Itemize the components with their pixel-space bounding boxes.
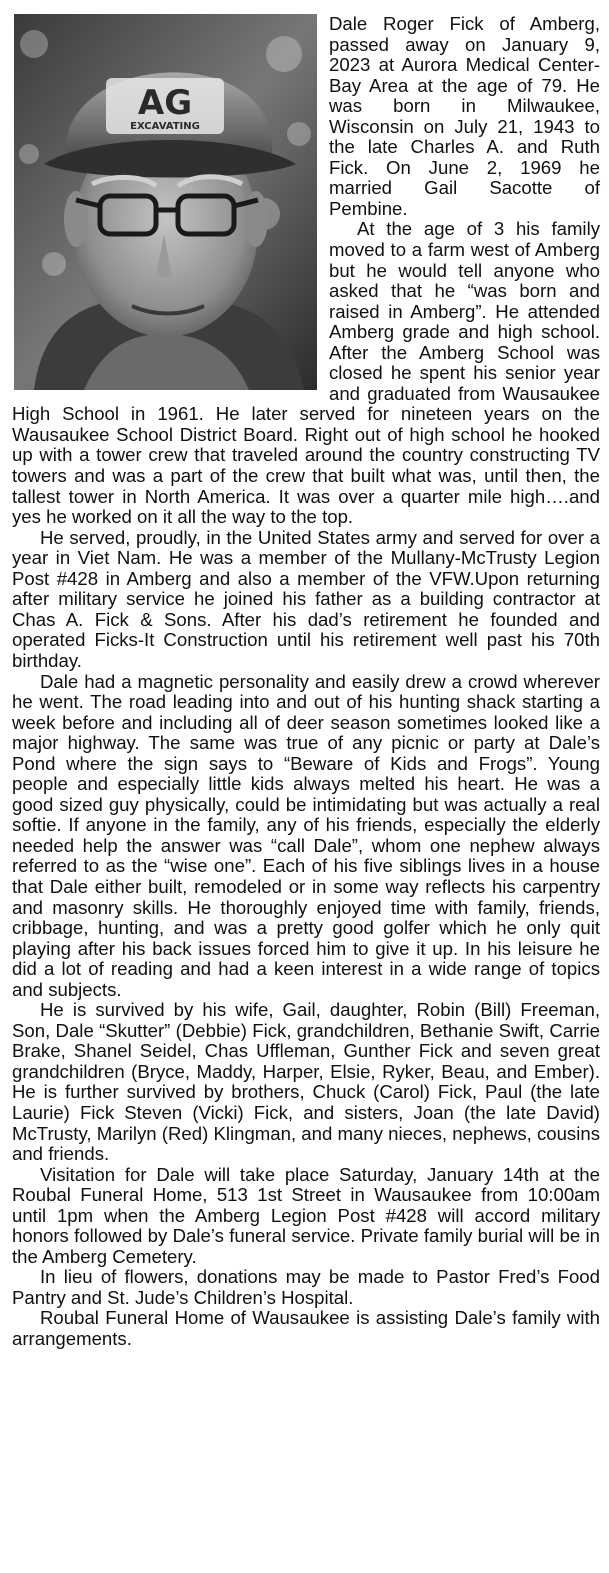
cap-logo-text: AG: [137, 83, 193, 123]
obit-paragraph-visitation: Visitation for Dale will take place Saturday, January 14th at the Roubal Funeral Home, 513 1st Street in Wausaukee from 10:00am until 1pm when the Amberg Legion Post #428 will accord military honors followed by Dale’s funeral service. Private family burial will be in the Amberg Cemetery.: [12, 1163, 600, 1267]
obit-paragraph-arrangements: Roubal Funeral Home of Wausaukee is assisting Dale’s family with arrangements.: [12, 1307, 600, 1349]
obit-paragraph-early-life: At the age of 3 his family moved to a farm west of Amberg but he would tell anyone who asked that he “was born and raised in Amberg”. He attended Amberg grade and high school. After the Amberg School was closed he spent his senior year and graduated from Wausaukee High School in 1961. He later served for nineteen years on the Wausaukee School District Board. Right out of high school he hooked up with a tower crew that traveled around the country constructing TV towers and was a part of the crew that built what was, until then, the tallest tower in North America. It was over a quarter mile high….and yes he worked on it all the way to the top.: [12, 218, 600, 528]
obit-paragraph-intro: Dale Roger Fick of Amberg, passed away on January 9, 2023 at Aurora Medical Center- Bay Area at the age of 79. He was born in Milwaukee, Wisconsin on July 21, 1943 to the late Charles A. and Ruth Fick. On June 2, 1969 he married Gail Sacotte of Pembine.: [329, 13, 600, 219]
cap-sub-text: EXCAVATING: [130, 121, 200, 132]
obit-paragraph-personality: Dale had a magnetic personality and easily drew a crowd wherever he went. The road leading into and out of his hunting shack starting a week before and including all of deer season sometimes looked like a major highway. The same was true of any picnic or party at Dale’s Pond where the sign says to “Beware of Kids and Frogs”. Young people and especially little kids always melted his heart. He was a good sized guy physically, could be intimidating but was actually a real softie. If anyone in the family, any of his friends, especially the elderly needed help the answer was “call Dale”, whom one nephew always referred to as the “wise one”. Each of his five siblings lives in a house that Dale either built, remodeled or in some way reflects his carpentry and masonry skills. He thoroughly enjoyed time with family, friends, cribbage, hunting, and was a pretty good golfer which he only quit playing after his back issues forced him to give it up. In his leisure he did a lot of reading and had a keen interest in a wide range of topics and subjects.: [12, 670, 600, 1000]
obit-paragraph-military: He served, proudly, in the United States army and served for over a year in Viet Nam. He was a member of the Mullany-McTrusty Legion Post #428 in Amberg and also a member of the VFW.Upon returning after military service he joined his father as a building contractor at Chas A. Fick & Sons. After his dad’s retirement he founded and operated Ficks-It Construction until his retirement well past his 70th birthday.: [12, 526, 600, 671]
obit-paragraph-survivors: He is survived by his wife, Gail, daughter, Robin (Bill) Freeman, Son, Dale “Skutter” (Debbie) Fick, grandchildren, Bethanie Swift, Carrie Brake, Shanel Seidel, Chas Uffleman, Gunther Fick and seven great grandchildren (Bryce, Maddy, Harper, Elsie, Ryker, Beau, and Ember). He is further survived by brothers, Chuck (Carol) Fick, Paul (the late Laurie) Fick Steven (Vicki) Fick, and sisters, Joan (the late David) McTrusty, Marilyn (Red) Klingman, and many nieces, nephews, cousins and friends.: [12, 999, 600, 1165]
portrait-photo: [14, 14, 317, 390]
obituary-article: [12, 14, 600, 1350]
portrait-illustration: [14, 14, 317, 390]
obit-paragraph-donations: In lieu of flowers, donations may be made to Pastor Fred’s Food Pantry and St. Jude’s Children’s Hospital.: [12, 1266, 600, 1308]
